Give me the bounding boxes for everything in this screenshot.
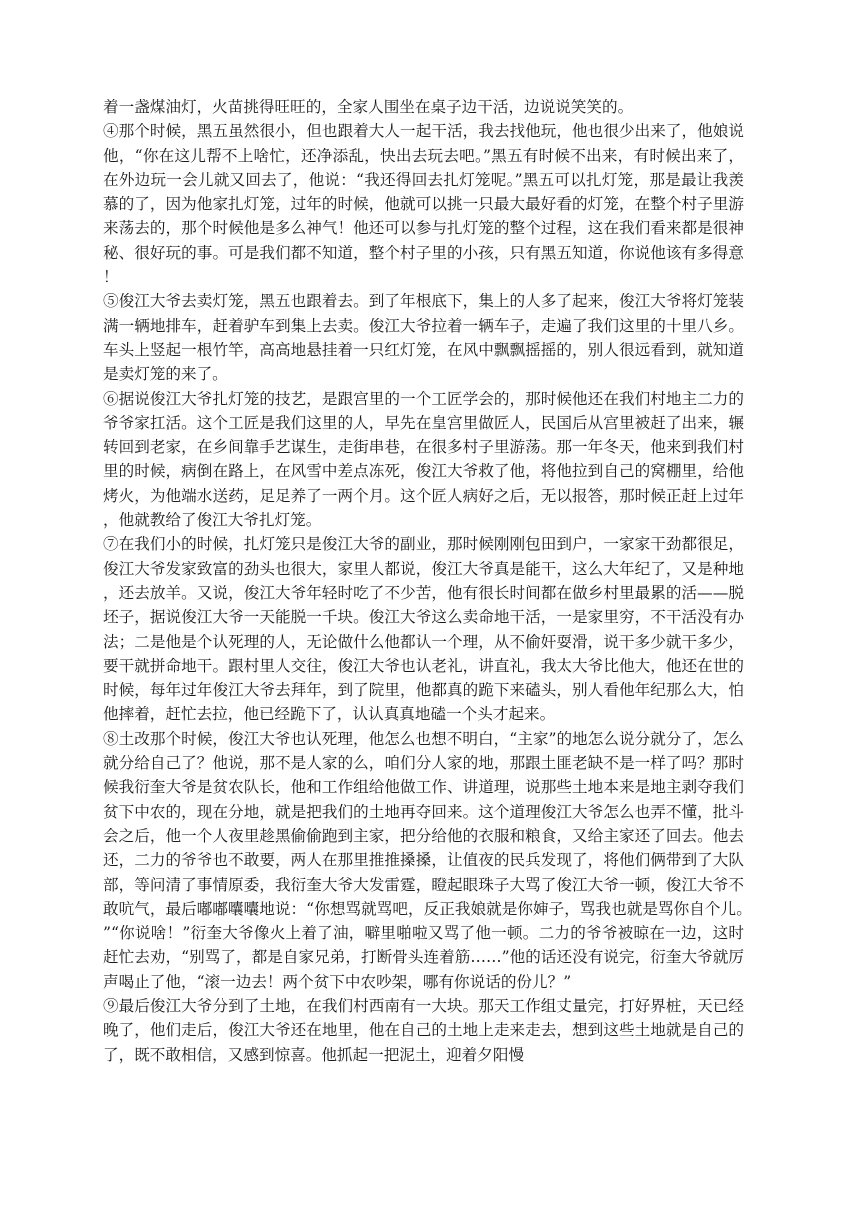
document-body bbox=[103, 95, 744, 1067]
paragraph-6: ⑥据说俊江大爷扎灯笼的技艺，是跟宫里的一个工匠学会的，那时候他还在我们村地主二力的爷爷家扛活。这个工匠是我们这里的人，早先在皇宫里做匠人，民国后从宫里被赶了出来，辗转回到老家，在乡间靠手艺谋生，走街串巷，在很多村子里游荡。那一年冬天，他来到我们村里的时候，病倒在路上，在风雪中差点冻死，俊江大爷救了他，将他拉到自己的窝棚里，给他烤火，为他端水送药，足足养了一两个月。这个匠人病好之后，无以报答，那时候正赶上过年，他就教给了俊江大爷扎灯笼。 bbox=[103, 389, 744, 530]
paragraph-9: ⑨最后俊江大爷分到了土地，在我们村西南有一大块。那天工作组丈量完，打好界桩，天已经晚了，他们走后，俊江大爷还在地里，他在自己的土地上走来走去，想到这些土地就是自己的了，既不敢相信，又感到惊喜。他抓起一把泥土，迎着夕阳慢 bbox=[103, 996, 744, 1064]
paragraph-7: ⑦在我们小的时候，扎灯笼只是俊江大爷的副业，那时候刚刚包田到户，一家家干劲都很足，俊江大爷发家致富的劲头也很大，家里人都说，俊江大爷真是能干，这么大年纪了，又是种地，还去放羊。又说，俊江大爷年轻时吃了不少苦，他有很长时间都在做乡村里最累的活——脱坯子，据说俊江大爷一天能脱一千块。俊江大爷这么卖命地干活，一是家里穷，不干活没有办法；二是他是个认死理的人，无论做什么他都认一个理，从不偷奸耍滑，说干多少就干多少，要干就拼命地干。跟村里人交往，俊江大爷也认老礼，讲直礼，我太大爷比他大，他还在世的时候，每年过年俊江大爷去拜年，到了院里，他都真的跪下来磕头，别人看他年纪那么大，怕他摔着，赶忙去拉，他已经跪下了，认认真真地磕一个头才起来。 bbox=[103, 535, 744, 724]
paragraph-5: ⑤俊江大爷去卖灯笼，黑五也跟着去。到了年根底下，集上的人多了起来，俊江大爷将灯笼装满一辆地排车，赶着驴车到集上去卖。俊江大爷拉着一辆车子，走遍了我们这里的十里八乡。车头上竖起一根竹竿，高高地悬挂着一只红灯笼，在风中飘飘摇摇的，别人很远看到，就知道是卖灯笼的来了。 bbox=[103, 292, 744, 384]
paragraph-8: ⑧土改那个时候，俊江大爷也认死理，他怎么也想不明白，“主家”的地怎么说分就分了，怎么就分给自己了？他说，那不是人家的么，咱们分人家的地，那跟土匪老缺不是一样了吗？那时候我衍奎大爷是贫农队长，他和工作组给他做工作、讲道理，说那些土地本来是地主剥夺我们贫下中农的，现在分地，就是把我们的土地再夺回来。这个道理俊江大爷怎么也弄不懂，批斗会之后，他一个人夜里趁黑偷偷跑到主家，把分给他的衣服和粮食，又给主家还了回去。他去还，二力的爷爷也不敢要，两人在那里推推搡搡，让值夜的民兵发现了，将他们俩带到了大队部，等问清了事情原委，我衍奎大爷大发雷霆，瞪起眼珠子大骂了俊江大爷一顿，俊江大爷不敢吭气，最后嘟嘟囔囔地说：“你想骂就骂吧，反正我娘就是你婶子，骂我也就是骂你自个儿。”“你说啥！”衍奎大爷像火上着了油，噼里啪啦又骂了他一顿。二力的爷爷被晾在一边，这时赶忙去劝，“别骂了，都是自家兄弟，打断骨头连着筋……”他的话还没有说完，衍奎大爷就厉声喝止了他，“滚一边去！两个贫下中农吵架，哪有你说话的份儿？” bbox=[103, 729, 744, 991]
paragraph-continuation: 着一盏煤油灯，火苗挑得旺旺的，全家人围坐在桌子边干活，边说说笑笑的。 bbox=[103, 98, 634, 116]
paragraph-4: ④那个时候，黑五虽然很小，但也跟着大人一起干活，我去找他玩，他也很少出来了，他娘说他，“你在这儿帮不上啥忙，还净添乱，快出去玩去吧。”黑五有时候不出来，有时候出来了，在外边玩一会儿就又回去了，他说：“我还得回去扎灯笼呢。”黑五可以扎灯笼，那是最让我羡慕的了，因为他家扎灯笼，过年的时候，他就可以挑一只最大最好看的灯笼，在整个村子里游来荡去的，那个时候他是多么神气！他还可以参与扎灯笼的整个过程，这在我们看来都是很神秘、很好玩的事。可是我们都不知道，整个村子里的小孩，只有黑五知道，你说他该有多得意！ bbox=[103, 122, 744, 287]
